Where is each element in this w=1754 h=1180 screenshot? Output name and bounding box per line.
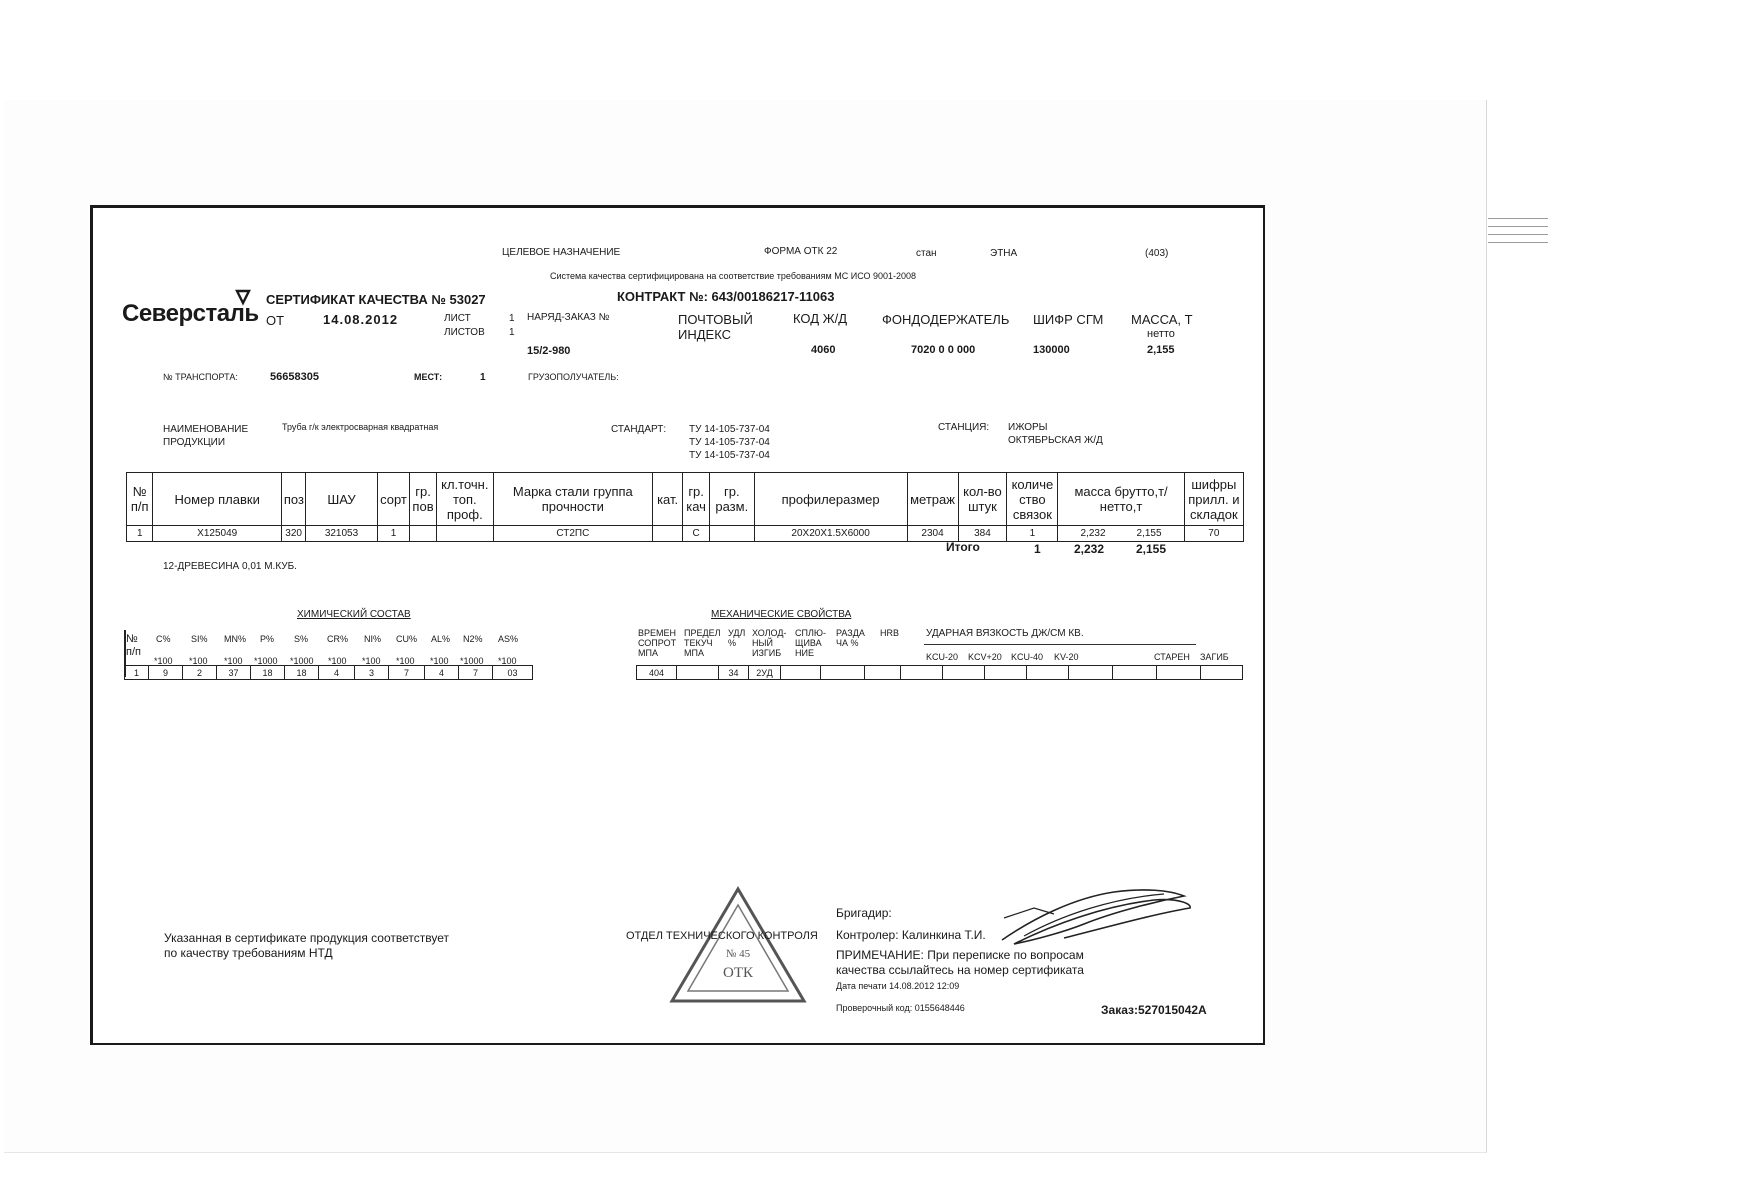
controller-name: Контролер: Калинкина Т.И. (836, 928, 986, 942)
cell (901, 666, 943, 680)
net-mass: 2,155 (1136, 528, 1162, 539)
otk-stamp (668, 885, 808, 1007)
contract-number: КОНТРАКТ №: 643/00186217-11063 (617, 289, 835, 304)
cipher-value: 130000 (1033, 344, 1070, 356)
stamp-number: № 45 (725, 948, 751, 960)
header-cell: кат. (652, 473, 683, 526)
cell (1027, 666, 1069, 680)
cell: 7 (389, 666, 425, 680)
cell: 1 (1007, 526, 1058, 542)
rail-code-label: КОД Ж/Д (793, 311, 848, 326)
header-cell: кл.точн. топ. проф. (436, 473, 493, 526)
chem-element: CU% (396, 634, 418, 644)
cell: 2 (183, 666, 217, 680)
rail-code-value: 4060 (811, 344, 836, 356)
wood-note: 12-ДРЕВЕСИНА 0,01 М.КУБ. (163, 561, 297, 572)
mechanical-title: МЕХАНИЧЕСКИЕ СВОЙСТВА (711, 609, 852, 620)
mech-header: ВРЕМЕН СОПРОТ МПА (638, 628, 677, 658)
cell (709, 526, 754, 542)
sheets-label: ЛИСТОВ (444, 327, 485, 338)
total-net: 2,155 (1136, 542, 1167, 556)
product-name-label-2: ПРОДУКЦИИ (163, 437, 226, 448)
chem-multiplier: *1000 (254, 656, 278, 666)
cell (1069, 666, 1113, 680)
compliance-text-2: по качеству требованиям НТД (164, 946, 333, 960)
cipher-label: ШИФР СГМ (1033, 312, 1104, 327)
cell (865, 666, 901, 680)
chem-element: AL% (431, 634, 451, 644)
product-table (126, 472, 1244, 542)
cell: 37 (217, 666, 251, 680)
header-cell: кол-во штук (958, 473, 1007, 526)
header-cell: гр. разм. (709, 473, 754, 526)
cell: 321053 (306, 526, 377, 542)
purpose-label: ЦЕЛЕВОЕ НАЗНАЧЕНИЕ (502, 247, 621, 258)
table-header (127, 473, 1244, 526)
fund-holder-value: 7020 0 0 000 (911, 344, 976, 356)
sheet-value: 1 (509, 313, 515, 324)
mass-cell (1058, 526, 1184, 542)
company-logo: Северсталь (122, 300, 259, 327)
header-cell: ШАУ (306, 473, 377, 526)
railway-value: ОКТЯБРЬСКАЯ Ж/Д (1008, 435, 1103, 446)
transport-value: 56658305 (270, 371, 319, 383)
chem-element: MN% (224, 634, 246, 644)
impact-underline (924, 644, 1196, 645)
postal-label: ПОЧТОВЫЙ (678, 312, 753, 327)
chem-multiplier: *100 (498, 656, 517, 666)
cell: 1 (125, 666, 149, 680)
impact-header: KCV+20 (968, 652, 1002, 662)
station-label: СТАНЦИЯ: (938, 422, 990, 433)
header-cell: количе ство связок (1007, 473, 1058, 526)
consignee-label: ГРУЗОПОЛУЧАТЕЛЬ: (528, 372, 619, 382)
cell: 18 (285, 666, 319, 680)
foreman-label: Бригадир: (836, 906, 892, 920)
cell: 3 (355, 666, 389, 680)
impact-header: KCU-40 (1011, 652, 1044, 662)
cell: 404 (637, 666, 677, 680)
impact-header: KV-20 (1054, 652, 1079, 662)
cell: 4 (425, 666, 459, 680)
cell: С (683, 526, 709, 542)
header-cell: метраж (907, 473, 958, 526)
standard-label: СТАНДАРТ: (611, 424, 667, 435)
standard-3: ТУ 14-105-737-04 (689, 450, 770, 461)
cell: СТ2ПС (493, 526, 652, 542)
cell (943, 666, 985, 680)
chem-multiplier: *100 (328, 656, 347, 666)
cell (436, 526, 493, 542)
cell: 7 (459, 666, 493, 680)
form-label: ФОРМА ОТК 22 (764, 246, 838, 257)
fund-holder-label: ФОНДОДЕРЖАТЕЛЬ (882, 312, 1010, 327)
chem-element: NI% (364, 634, 382, 644)
sheets-value: 1 (509, 327, 515, 338)
total-label: Итого (946, 540, 980, 554)
mech-header: СПЛЮ- ЩИВА НИЕ (795, 628, 826, 658)
station-value: ИЖОРЫ (1008, 422, 1048, 433)
product-name-value: Труба г/к электросварная квадратная (282, 422, 439, 432)
mill-value: ЭТНА (990, 248, 1018, 259)
certificate-title: СЕРТИФИКАТ КАЧЕСТВА № 53027 (266, 292, 486, 307)
cell: 70 (1184, 526, 1243, 542)
signature (994, 878, 1198, 950)
mass-net-label: нетто (1147, 328, 1175, 340)
chem-multiplier: *100 (430, 656, 449, 666)
cell: 9 (149, 666, 183, 680)
header-cell: поз (281, 473, 305, 526)
cell (677, 666, 719, 680)
chem-multiplier: *1000 (460, 656, 484, 666)
chem-element: P% (260, 634, 275, 644)
header-cell: масса брутто,т/нетто,т (1058, 473, 1184, 526)
chem-num-label: № п/п (126, 633, 141, 658)
cell: 1 (127, 526, 153, 542)
mass-label: МАССА, Т (1131, 312, 1193, 327)
header-cell: № п/п (127, 473, 153, 526)
chem-element: C% (156, 634, 171, 644)
date-label: ОТ (266, 313, 285, 328)
note-text-2: качества ссылайтесь на номер сертификата (836, 963, 1084, 977)
bend-label: ЗАГИБ (1200, 652, 1229, 662)
cell: 384 (958, 526, 1007, 542)
header-cell: гр. пов (410, 473, 436, 526)
postal-label-2: ИНДЕКС (678, 327, 732, 342)
chem-element: S% (294, 634, 309, 644)
mech-header: ХОЛОД- НЫЙ ИЗГИБ (752, 628, 787, 658)
quality-system-note: Система качества сертифицирована на соответствие требованиям МС ИСО 9001-2008 (550, 271, 917, 281)
header-cell: гр. кач (683, 473, 709, 526)
cell (1157, 666, 1201, 680)
order-label: НАРЯД-ЗАКАЗ № (527, 312, 610, 323)
mech-header: ПРЕДЕЛ ТЕКУЧ МПА (684, 628, 721, 658)
cell (821, 666, 865, 680)
cell: 1 (377, 526, 410, 542)
chem-multiplier: *100 (224, 656, 243, 666)
chem-multiplier: *100 (154, 656, 173, 666)
certificate-date: 14.08.2012 (323, 312, 399, 327)
order-number: Заказ:527015042А (1101, 1003, 1207, 1017)
cell: 20Х20Х1.5Х6000 (754, 526, 907, 542)
standard-2: ТУ 14-105-737-04 (689, 437, 770, 448)
cell (410, 526, 436, 542)
cell: 4 (319, 666, 355, 680)
total-bundles: 1 (1034, 542, 1041, 556)
header-cell: Номер плавки (153, 473, 281, 526)
chem-element: N2% (463, 634, 483, 644)
chem-element: CR% (327, 634, 349, 644)
mech-header: УДЛ % (728, 628, 746, 648)
chem-multiplier: *1000 (290, 656, 314, 666)
chem-multiplier: *100 (362, 656, 381, 666)
chem-row (125, 666, 533, 680)
order-value: 15/2-980 (527, 345, 571, 357)
cell: 320 (281, 526, 305, 542)
impact-header: KCU-20 (926, 652, 959, 662)
note-text: ПРИМЕЧАНИЕ: При переписке по вопросам (836, 948, 1084, 962)
otk-label: ОТДЕЛ ТЕХНИЧЕСКОГО КОНТРОЛЯ (626, 930, 818, 942)
stamp-label: ОТК (723, 965, 753, 981)
compliance-text: Указанная в сертификате продукция соответствует (164, 931, 450, 945)
header-cell: сорт (377, 473, 410, 526)
mech-header: РАЗДА ЧА % (836, 628, 865, 648)
standard-1: ТУ 14-105-737-04 (689, 424, 770, 435)
cell: Х125049 (153, 526, 281, 542)
cell: 2304 (907, 526, 958, 542)
code-value: (403) (1145, 248, 1169, 259)
check-code: Проверочный код: 0155648446 (836, 1003, 965, 1013)
cell: 03 (493, 666, 533, 680)
chemical-table (124, 665, 533, 680)
header-cell: Марка стали группа прочности (493, 473, 652, 526)
chem-multiplier: *100 (396, 656, 415, 666)
cell: 18 (251, 666, 285, 680)
cell (1201, 666, 1243, 680)
chem-element: AS% (498, 634, 519, 644)
mech-header: HRB (880, 628, 900, 638)
cell (985, 666, 1027, 680)
places-label: МЕСТ: (414, 372, 443, 382)
logo-mark-icon (234, 288, 252, 306)
mass-value: 2,155 (1147, 344, 1175, 356)
header-cell: шифры прилл. и складок (1184, 473, 1243, 526)
chemical-title: ХИМИЧЕСКИЙ СОСТАВ (297, 609, 411, 620)
chem-multiplier: *100 (189, 656, 208, 666)
cell (1113, 666, 1157, 680)
edge-lines (1488, 218, 1548, 250)
total-gross: 2,232 (1074, 542, 1105, 556)
transport-label: № ТРАНСПОРТА: (163, 372, 238, 382)
cell: 2УД (749, 666, 781, 680)
impact-title: УДАРНАЯ ВЯЗКОСТЬ ДЖ/СМ КВ. (926, 628, 1084, 639)
sheet-label: ЛИСТ (444, 313, 471, 324)
mill-label: стан (916, 248, 937, 259)
gross-mass: 2,232 (1080, 528, 1106, 539)
aging-label: СТАРЕН (1154, 652, 1190, 662)
table-row (127, 526, 1244, 542)
cell: 34 (719, 666, 749, 680)
cell (781, 666, 821, 680)
print-date: Дата печати 14.08.2012 12:09 (836, 981, 960, 991)
cell (652, 526, 683, 542)
places-value: 1 (480, 372, 486, 383)
mech-row (637, 666, 1243, 680)
mechanical-table (636, 665, 1243, 680)
header-cell: профилеразмер (754, 473, 907, 526)
product-name-label: НАИМЕНОВАНИЕ (163, 424, 249, 435)
chem-element: SI% (191, 634, 208, 644)
